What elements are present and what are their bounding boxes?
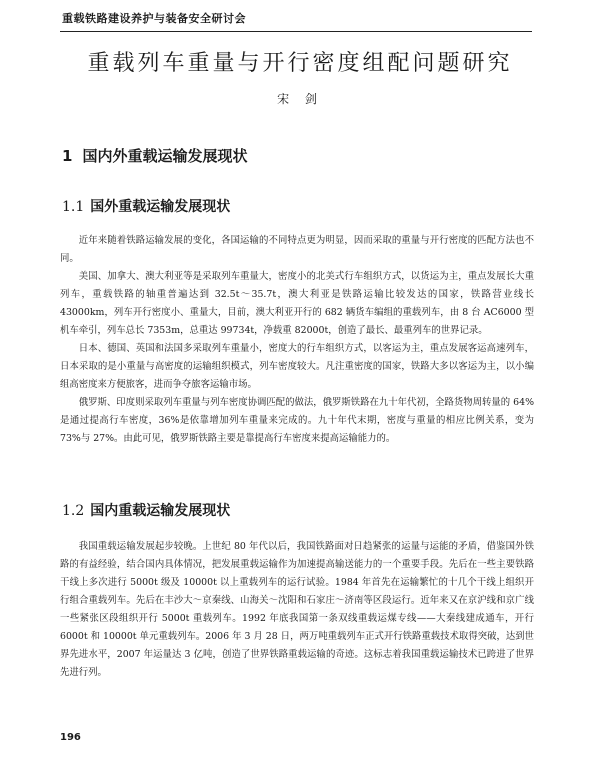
author: 宋 剑 <box>277 92 323 106</box>
section-1-number: 1 <box>62 147 73 165</box>
section-1-2-title: 国内重载运输发展现状 <box>90 503 231 519</box>
section-1-heading <box>62 145 247 166</box>
section-1-2-heading <box>62 500 230 520</box>
section-1-title: 国内外重载运输发展现状 <box>82 147 248 165</box>
section-1-1-number: 1.1 <box>62 199 85 215</box>
section-1-2-body <box>60 538 534 682</box>
paragraph: 我国重载运输发展起步较晚。上世纪 80 年代以后，我国铁路面对日趋紧张的运量与运能的矛盾，借鉴国外铁路的有益经验，结合国内具体情况，把发展重载运输作为加速提高输送能力的一个重要手段。先后在一些主要铁路干线上多次进行 5000t 级及 10000t 以上重载列车的运行试验。1984 年首先在运输繁忙的十几个干线上组织开行组合重载列车。先后在丰沙大～京秦线、山海关～沈阳和石家庄～济南等区段运行。近年来又在京沪线和京广线一些紧张区段组织开行 5000t 重载列车。1992 年底我国第一条双线重载运煤专线——大秦线建成通车，开行 6000t 和 10000t 单元重载列车。2006 年 3 月 28 日，两万吨重载列车正式开行铁路重载技术取得突破，达到世界先进水平，2007 年运量达 3 亿吨，创造了世界铁路重载运输的奇迹。这标志着我国重载运输技术已跨进了世界先进行列。 <box>60 541 534 678</box>
paragraph: 美国、加拿大、澳大利亚等是采取列车重量大，密度小的北美式行车组织方式，以货运为主，重点发展长大重列车，重载铁路的轴重普遍达到 32.5t～35.7t，澳大利亚是铁路运输比较发达的国家，铁路营业线长 43000km，列车开行密度小、重量大，目前，澳大利亚开行的 682 辆货车编组的重载列车，由 8 台 AC6000 型机车牵引，列车总长 7353m，总重达 99734t，净载重 82000t，创造了最长、最重列车的世界记录。 <box>60 271 534 336</box>
section-1-2-number: 1.2 <box>62 503 85 519</box>
page-number: 196 <box>60 732 81 743</box>
running-head: 重载铁路建设养护与装备安全研讨会 <box>62 12 246 25</box>
section-1-1-body <box>60 232 534 448</box>
paragraph: 俄罗斯、印度则采取列车重量与列车密度协调匹配的做法，俄罗斯铁路在九十年代初，全路货物周转量的 64%是通过提高行车密度，36%是依靠增加列车重量来完成的。九十年代末期，密度与重量的相应比例关系，变为 73%与 27%。由此可见，俄罗斯铁路主要是靠提高行车密度来提高运输能力的。 <box>60 397 534 444</box>
section-1-1-title: 国外重载运输发展现状 <box>90 199 231 215</box>
paper-title: 重载列车重量与开行密度组配问题研究 <box>87 51 513 76</box>
paragraph: 近年来随着铁路运输发展的变化，各国运输的不同特点更为明显，因而采取的重量与开行密度的匹配方法也不同。 <box>60 235 534 264</box>
paragraph: 日本、德国、英国和法国多采取列车重量小，密度大的行车组织方式，以客运为主，重点发展客运高速列车，日本采取的是小重量与高密度的运输组织模式，列车密度较大。凡注重密度的国家，铁路大多以客运为主，以小编组高密度来方便旅客，进而争夺旅客运输市场。 <box>60 343 534 390</box>
section-1-1-heading <box>62 196 230 216</box>
header-rule <box>60 31 532 32</box>
